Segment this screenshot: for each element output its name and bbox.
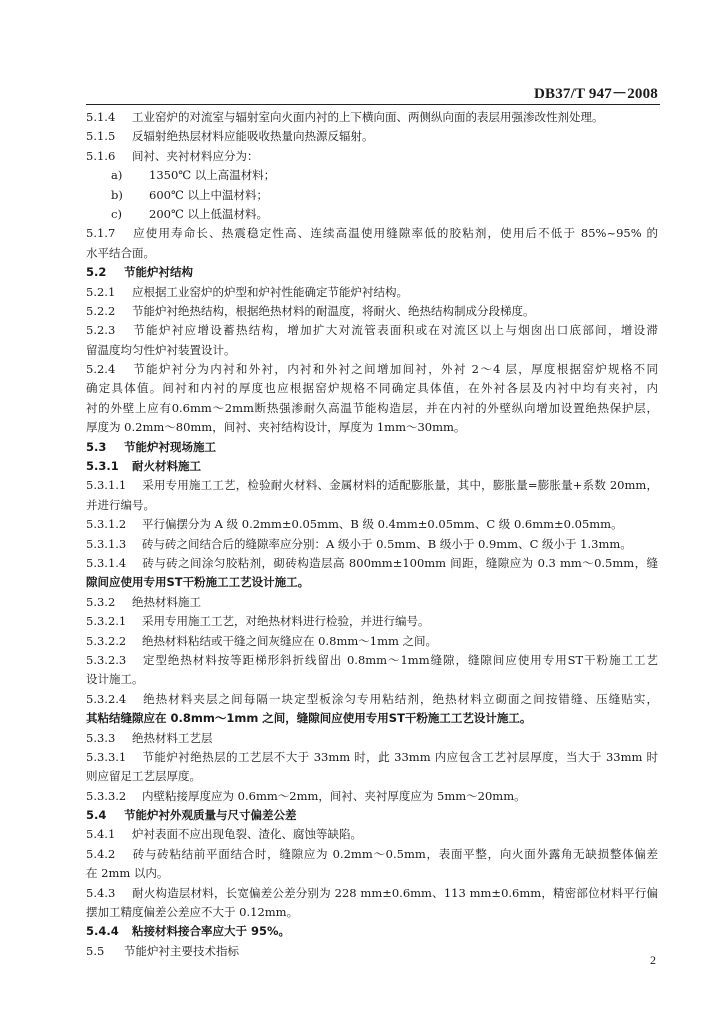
clause-number: 5.2.4: [86, 362, 116, 377]
clause-text: 200℃ 以上低温材料。: [149, 206, 268, 221]
paragraph-line: [86, 283, 658, 302]
section-heading: [86, 806, 658, 825]
clause-text: 间衬、夹衬材料应分为：: [132, 148, 259, 163]
clause-text: 应使用寿命长、热震稳定性高、连续高温使用缝隙率低的胶粘剂，使用后不低于 85%~95% 的: [132, 226, 658, 241]
clause-text: 则应留足工艺层厚度。: [86, 769, 201, 784]
paragraph-line: [86, 729, 658, 748]
paragraph-line: [86, 360, 658, 379]
clause-text: 节能炉衬绝热层的工艺层不大于 33mm 时，此 33mm 内应包含工艺衬层厚度，当大于 33mm 时: [142, 749, 658, 764]
clause-text: 炉衬表面不应出现龟裂、渣化、腐蚀等缺陷。: [132, 827, 362, 842]
paragraph-line: [86, 302, 658, 321]
paragraph-line: [86, 418, 658, 437]
clause-text: 反辐射绝热层材料应能吸收热量向热源反辐射。: [132, 129, 374, 144]
clause-text: 内壁粘接厚度应为 0.6mm～2mm，间衬、夹衬厚度应为 5mm～20mm。: [142, 788, 526, 803]
paragraph-line: [86, 612, 658, 631]
clause-text: 水平结合面。: [86, 245, 155, 260]
clause-text: 节能炉衬绝热结构，根据绝热材料的耐温度，将耐火、绝热结构制成分段梯度。: [132, 303, 535, 318]
clause-text: 设计施工。: [86, 672, 144, 687]
paragraph-line: [86, 496, 658, 515]
paragraph-line: [86, 825, 658, 844]
section-heading: [86, 438, 658, 457]
clause-number: 5.3.2.3: [86, 652, 127, 667]
paragraph-line: [86, 864, 658, 883]
paragraph-line: [86, 942, 658, 961]
clause-text: 采用专用施工工艺，对绝热材料进行检验，并进行编号。: [142, 614, 430, 629]
paragraph-line: [86, 651, 658, 670]
clause-number: 5.3.1.4: [86, 555, 127, 570]
standard-code: DB37/T 947－2008: [534, 86, 658, 102]
clause-number: 5.2.2: [86, 303, 116, 318]
paragraph-line: [86, 690, 658, 709]
clause-number: 5.4: [86, 808, 107, 823]
clause-number: 5.3.2.1: [86, 614, 127, 629]
clause-text: 绝热材料夹层之间每隔一块定型板涂匀专用粘结剂，绝热材料立砌面之间按错缝、压缝贴实，: [142, 691, 658, 706]
clause-number: 5.1.5: [86, 129, 116, 144]
clause-number: a): [111, 168, 123, 183]
clause-number: 5.1.4: [86, 110, 116, 124]
paragraph-line: [86, 903, 658, 922]
paragraph-line: [86, 476, 658, 495]
page-number: 2: [650, 953, 656, 967]
header-rule: [86, 104, 660, 105]
section-heading: [86, 573, 658, 592]
document-body: [86, 108, 658, 961]
paragraph-line: [86, 767, 658, 786]
clause-text: 厚度为 0.2mm～80mm，间衬、夹衬结构设计，厚度为 1mm～30mm。: [86, 420, 466, 435]
clause-number: 5.3.2.4: [86, 691, 127, 706]
clause-number: 5.4.1: [86, 827, 116, 842]
section-heading: [86, 922, 658, 941]
clause-text: 粘接材料接合率应大于 95%。: [132, 924, 291, 939]
clause-text: 节能炉衬外观质量与尺寸偏差公差: [124, 808, 297, 823]
paragraph-line: [86, 884, 658, 903]
clause-number: 5.3.1.2: [86, 517, 127, 532]
paragraph-line: [86, 224, 658, 243]
paragraph-line: [86, 341, 658, 360]
paragraph-line: [86, 108, 658, 127]
clause-text: 砖与砖之间涂匀胶粘剂，砌砖构造层高 800mm±100mm 间距，缝隙应为 0.3 mm～0.5mm，缝: [142, 555, 658, 570]
clause-text: 其粘结缝隙应在 0.8mm～1mm 之间，缝隙间应使用专用ST干粉施工工艺设计施工。: [86, 711, 532, 726]
section-heading: [86, 457, 658, 476]
clause-number: 5.3.1: [86, 459, 119, 474]
clause-text: 绝热材料粘结或干缝之间灰缝应在 0.8mm～1mm 之间。: [142, 633, 438, 648]
clause-number: c): [111, 206, 122, 221]
clause-text: 摆加工精度偏差公差应不大于 0.12mm。: [86, 905, 299, 920]
clause-number: 5.3.2.2: [86, 633, 127, 648]
clause-number: 5.3.1.1: [86, 478, 127, 493]
clause-text: 节能炉衬现场施工: [124, 439, 216, 454]
paragraph-line: [86, 399, 658, 418]
paragraph-line: [86, 845, 658, 864]
clause-text: 节能炉衬主要技术指标: [124, 943, 239, 958]
paragraph-line: [86, 593, 658, 612]
clause-number: 5.2.1: [86, 284, 116, 299]
paragraph-line: [86, 147, 658, 166]
clause-number: 5.4.4: [86, 924, 119, 939]
clause-number: 5.3.3.1: [86, 749, 127, 764]
clause-number: 5.3.3.2: [86, 788, 127, 803]
clause-number: 5.2: [86, 265, 107, 280]
clause-number: b): [111, 187, 123, 202]
clause-text: 确定具体值。间衬和内衬的厚度也应根据窑炉规格不同确定具体值，在外衬各层及内衬中均有夹衬，内: [86, 381, 658, 396]
clause-number: 5.4.3: [86, 885, 116, 900]
paragraph-line: [86, 670, 658, 689]
list-item: [86, 166, 658, 185]
clause-text: 节能炉衬应增设蓄热结构，增加扩大对流管表面积或在对流区以上与烟囱出口底部间，增设滞: [132, 323, 658, 338]
clause-text: 并进行编号。: [86, 497, 155, 512]
list-item: [86, 205, 658, 224]
clause-number: 5.3: [86, 439, 107, 454]
paragraph-line: [86, 321, 658, 340]
clause-number: 5.1.7: [86, 226, 116, 241]
clause-text: 隙间应使用专用ST干粉施工工艺设计施工。: [86, 575, 310, 590]
paragraph-line: [86, 127, 658, 146]
paragraph-line: [86, 748, 658, 767]
paragraph-line: [86, 379, 658, 398]
clause-text: 衬的外壁上应有0.6mm～2mm断热强渗耐久高温节能构造层，并在内衬的外壁纵向增加设置绝热保护层，: [86, 400, 658, 415]
clause-text: 耐火构造层材料，长宽偏差公差分别为 228 mm±0.6mm、113 mm±0.6mm，精密部位材料平行偏: [132, 885, 658, 900]
clause-text: 绝热材料施工: [132, 594, 201, 609]
clause-text: 600℃ 以上中温材料；: [149, 187, 268, 202]
clause-number: 5.3.1.3: [86, 536, 127, 551]
list-item: [86, 186, 658, 205]
clause-number: 5.3.2: [86, 594, 116, 609]
clause-text: 砖与砖之间结合后的缝隙率应分别：A 级小于 0.5mm、B 级小于 0.9mm、C 级小于 1.3mm。: [142, 536, 632, 551]
clause-text: 在 2mm 以内。: [86, 866, 169, 881]
clause-text: 耐火材料施工: [132, 459, 201, 474]
clause-number: 5.2.3: [86, 323, 116, 338]
paragraph-line: [86, 515, 658, 534]
clause-number: 5.3.3: [86, 730, 116, 745]
clause-text: 平行偏摆分为 A 级 0.2mm±0.05mm、B 级 0.4mm±0.05mm、C 级 0.6mm±0.05mm。: [142, 517, 623, 532]
paragraph-line: [86, 554, 658, 573]
clause-text: 砖与砖粘结前平面结合时，缝隙应为 0.2mm～0.5mm，表面平整，向火面外露角无缺损整体偏差: [132, 846, 658, 861]
clause-number: 5.4.2: [86, 846, 116, 861]
paragraph-line: [86, 632, 658, 651]
paragraph-line: [86, 787, 658, 806]
clause-text: 工业窑炉的对流室与辐射室向火面内衬的上下横向面、两侧纵向面的表层用强渗改性剂处理。: [132, 110, 604, 124]
clause-text: 节能炉衬分为内衬和外衬，内衬和外衬之间增加间衬，外衬 2～4 层，厚度根据窑炉规格不同: [132, 362, 658, 377]
paragraph-line: [86, 244, 658, 263]
clause-text: 绝热材料工艺层: [132, 730, 213, 745]
clause-text: 1350℃ 以上高温材料；: [149, 168, 276, 183]
clause-text: 采用专用施工工艺，检验耐火材料、金属材料的适配膨胀量，其中，膨胀量=膨胀量+系数 20mm，: [142, 478, 658, 493]
paragraph-line: [86, 535, 658, 554]
section-heading: [86, 263, 658, 282]
clause-number: 5.1.6: [86, 148, 116, 163]
clause-text: 节能炉衬结构: [124, 265, 193, 280]
clause-text: 定型绝热材料按等距梯形斜折线留出 0.8mm～1mm缝隙，缝隙间应使用专用ST干粉施工工艺: [142, 652, 658, 667]
clause-text: 应根据工业窑炉的炉型和炉衬性能确定节能炉衬结构。: [132, 284, 408, 299]
clause-number: 5.5: [86, 943, 105, 958]
clause-text: 留温度均匀性炉衬装置设计。: [86, 342, 236, 357]
section-heading: [86, 709, 658, 728]
